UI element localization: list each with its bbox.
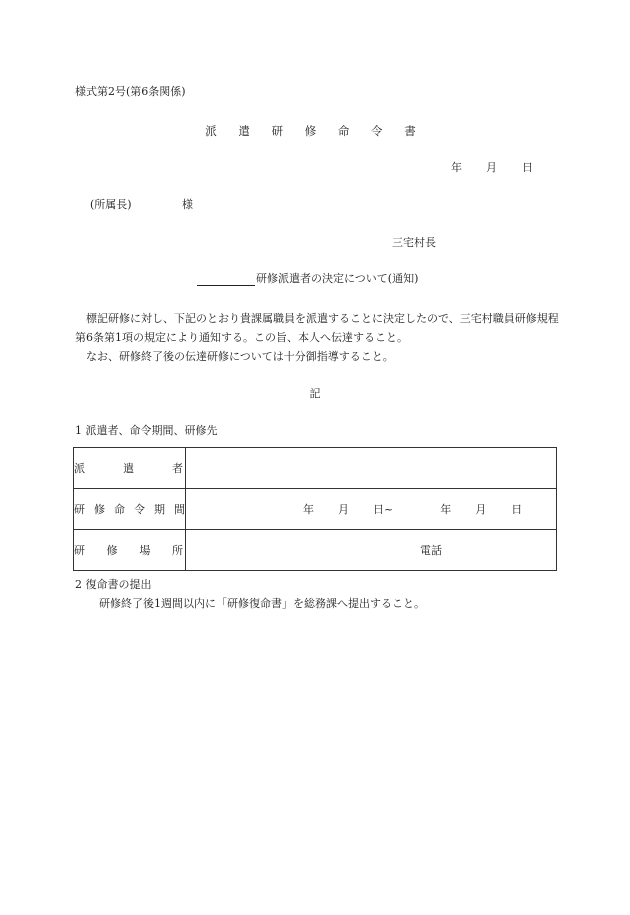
- subject-blank-underline: [197, 273, 255, 286]
- label-char: 命: [114, 503, 125, 516]
- document-title: 派 遣 研 修 命 令 書: [205, 124, 425, 138]
- label-char: 間: [174, 503, 185, 516]
- section-1-heading: 1 派遣者、命令期間、研修先: [75, 424, 218, 437]
- period-day-1: 日~: [373, 503, 394, 516]
- period-day-2: 日: [511, 503, 523, 516]
- section-2-heading: 2 復命書の提出: [75, 578, 152, 591]
- label-char: 令: [134, 503, 145, 516]
- label-char: 修: [94, 503, 105, 516]
- value-dispatchee: [186, 448, 557, 489]
- label-char: 派: [74, 462, 85, 475]
- label-char: 場: [139, 544, 151, 557]
- date-month: 月: [486, 161, 497, 174]
- body-paragraph-2: なお、研修終了後の伝達研修については十分御指導すること。: [86, 350, 394, 363]
- dispatch-table: [73, 447, 557, 571]
- subject-text: 研修派遣者の決定について(通知): [256, 272, 419, 285]
- label-char: 遣: [123, 462, 134, 475]
- period-year-2: 年: [440, 503, 452, 516]
- label-char: 所: [171, 544, 183, 557]
- label-order-period: [74, 489, 186, 530]
- label-char: 研: [74, 503, 85, 516]
- period-year-1: 年: [303, 503, 314, 516]
- date-day: 日: [522, 161, 533, 174]
- label-char: 期: [154, 503, 165, 516]
- label-char: 者: [172, 462, 183, 475]
- table-row: [74, 489, 557, 530]
- subject-line: [197, 272, 418, 286]
- period-month-2: 月: [475, 503, 487, 516]
- date-year: 年: [451, 161, 462, 174]
- value-order-period: [186, 489, 557, 530]
- table-row: [74, 448, 557, 489]
- addressee-honorific: 様: [182, 198, 193, 211]
- phone-label: 電話: [420, 544, 442, 557]
- period-month-1: 月: [338, 503, 349, 516]
- section-2-text: 研修終了後1週間以内に「研修復命書」を総務課へ提出すること。: [99, 597, 425, 610]
- label-char: 修: [106, 544, 118, 557]
- label-char: 研: [74, 544, 85, 557]
- form-label: 様式第2号(第6条関係): [75, 85, 186, 98]
- body-paragraph-1: 標記研修に対し、下記のとおり貴課属職員を派遣することに決定したので、三宅村職員研修規程第6条第1項の規定により通知する。この旨、本人へ伝達すること。: [75, 312, 559, 344]
- ki-heading: 記: [309, 387, 321, 400]
- sender-name: 三宅村長: [392, 236, 436, 249]
- table-row: [74, 530, 557, 571]
- value-training-location: [186, 530, 557, 571]
- date-line: [451, 161, 533, 175]
- label-training-location: [74, 530, 186, 571]
- label-dispatchee: [74, 448, 186, 489]
- addressee-name: (所属長): [90, 198, 132, 211]
